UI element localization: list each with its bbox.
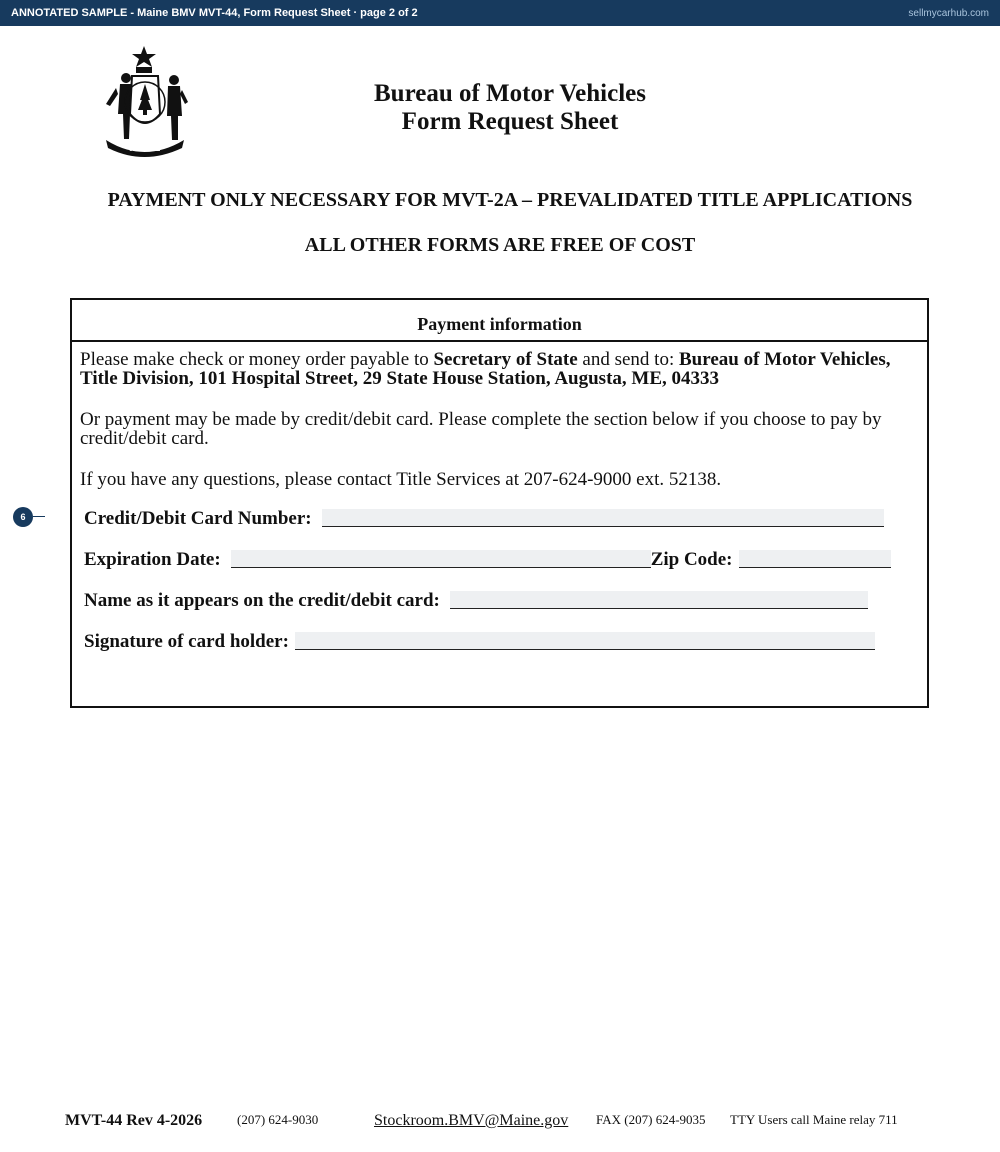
signature-label: Signature of card holder:	[84, 631, 289, 652]
contact-note: If you have any questions, please contact Title Services at 207-624-9000 ext. 52138.	[80, 469, 722, 490]
form-header	[260, 80, 760, 136]
expiration-zip-row	[84, 549, 891, 571]
payment-box-title: Payment information	[72, 300, 927, 342]
card-number-field[interactable]	[322, 509, 884, 527]
card-number-row	[84, 508, 884, 530]
maine-state-seal-icon	[96, 44, 192, 158]
signature-row	[84, 631, 875, 653]
page-footer	[0, 1112, 1000, 1136]
expiration-label: Expiration Date:	[84, 549, 221, 570]
payee-name: Secretary of State	[433, 349, 578, 370]
free-forms-notice: ALL OTHER FORMS ARE FREE OF COST	[304, 234, 696, 256]
annotation-callout-badge: 6	[13, 507, 33, 527]
instructions-middle: and send to:	[577, 349, 679, 370]
payment-instructions	[80, 350, 910, 388]
form-id: MVT-44 Rev 4-2026	[65, 1112, 203, 1129]
name-on-card-label: Name as it appears on the credit/debit card:	[84, 590, 440, 611]
instructions-prefix: Please make check or money order payable to	[80, 349, 434, 370]
signature-field[interactable]	[295, 632, 875, 650]
header-line-2: Form Request Sheet	[401, 108, 619, 135]
mailing-address: Bureau of Motor Vehicles, Title Division, 101 Hospital Street, 29 State House Station, Augusta, ME, 04333	[80, 349, 891, 389]
payment-information-box	[70, 298, 929, 708]
card-number-label: Credit/Debit Card Number:	[84, 508, 312, 529]
header-line-1: Bureau of Motor Vehicles	[374, 80, 646, 107]
annotation-bar-site[interactable]: sellmycarhub.com	[908, 7, 989, 19]
zip-label: Zip Code:	[650, 549, 733, 570]
annotation-callout-line	[33, 516, 45, 517]
card-payment-note: Or payment may be made by credit/debit card. Please complete the section below if you choose to pay by credit/debit card.	[80, 409, 882, 449]
name-on-card-field[interactable]	[450, 591, 868, 609]
footer-fax: FAX (207) 624-9035	[596, 1112, 706, 1127]
annotation-bar-label: ANNOTATED SAMPLE - Maine BMV MVT-44, Form Request Sheet · page 2 of 2	[11, 7, 418, 19]
payment-notice: PAYMENT ONLY NECESSARY FOR MVT-2A – PREVALIDATED TITLE APPLICATIONS	[107, 189, 913, 211]
footer-tty: TTY Users call Maine relay 711	[730, 1112, 898, 1127]
footer-phone: (207) 624-9030	[237, 1112, 319, 1127]
expiration-field[interactable]	[231, 550, 651, 568]
zip-field[interactable]	[739, 550, 891, 568]
name-on-card-row	[84, 590, 868, 612]
seal-ribbon-text: MAINE	[129, 143, 161, 153]
footer-email-link[interactable]: Stockroom.BMV@Maine.gov	[374, 1112, 569, 1129]
annotation-bar	[0, 0, 1000, 26]
